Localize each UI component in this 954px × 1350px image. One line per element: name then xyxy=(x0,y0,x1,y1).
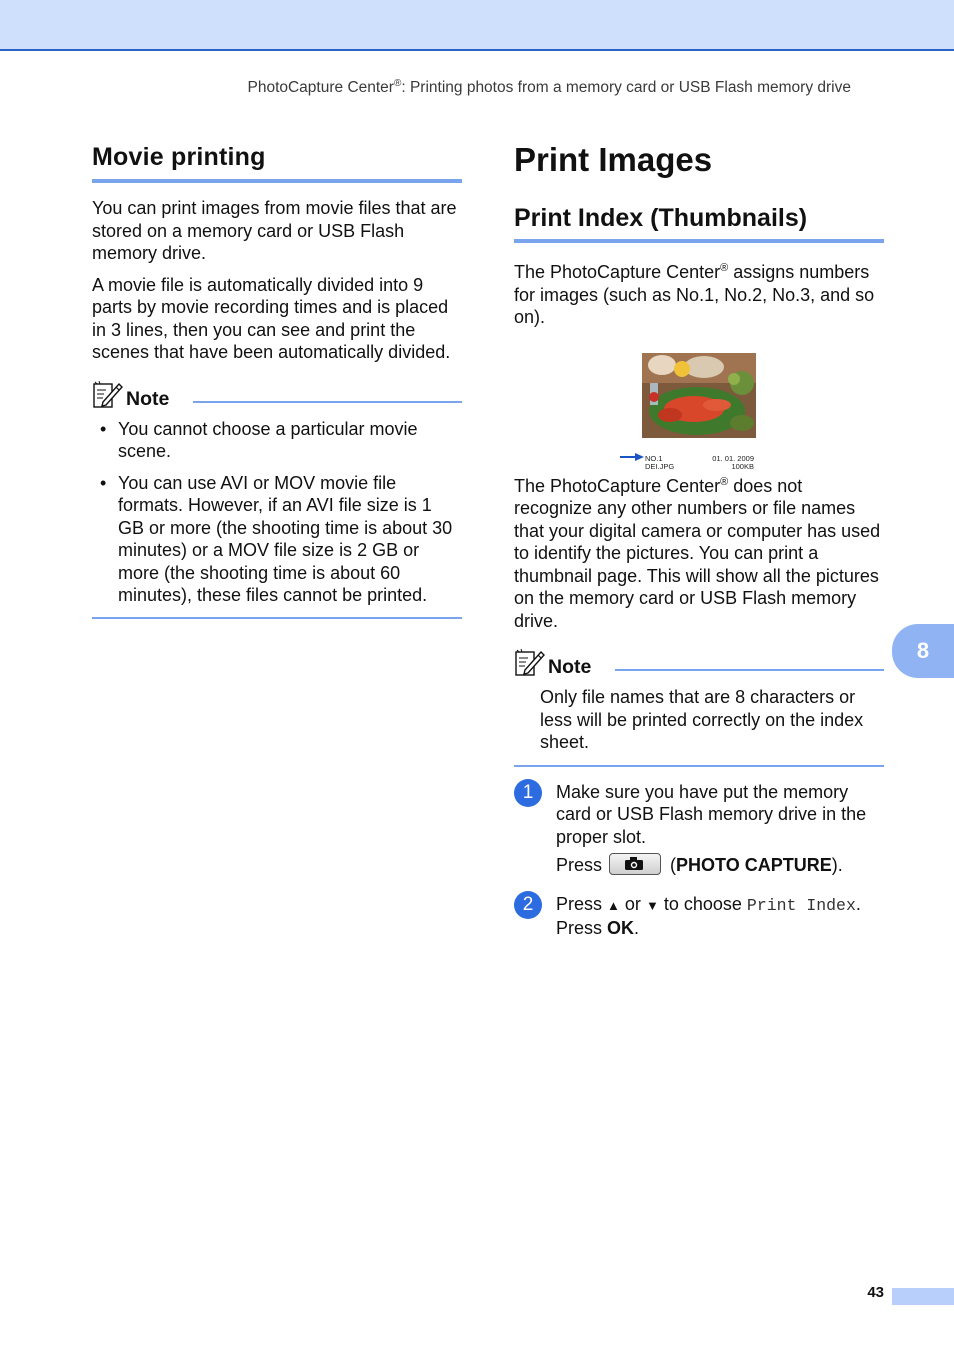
chapter-tab: 8 xyxy=(892,624,954,678)
menu-item-print-index: Print Index xyxy=(746,895,856,915)
step-body xyxy=(556,779,884,877)
note-rule xyxy=(193,401,462,403)
note-title: Note xyxy=(548,656,592,678)
down-arrow-icon: ▼ xyxy=(645,897,659,913)
left-column xyxy=(92,143,462,619)
thumb-date: 01. 01. 2009 xyxy=(712,453,754,463)
step-number-badge: 2 xyxy=(514,891,542,919)
thumb-number: NO.1 xyxy=(645,453,663,463)
up-arrow-icon: ▲ xyxy=(607,897,620,913)
page-title: Print Images xyxy=(514,141,713,178)
note-end-rule xyxy=(514,765,884,767)
note-list xyxy=(92,418,462,607)
running-header: PhotoCapture Center®: Printing photos from a memory card or USB Flash memory drive xyxy=(247,78,851,97)
note-item-1: • You cannot choose a particular movie scene. xyxy=(92,418,462,463)
step-2 xyxy=(514,891,884,940)
note-header xyxy=(514,648,884,678)
section-heading-print-index: Print Index (Thumbnails) xyxy=(514,204,884,243)
camera-icon xyxy=(625,857,643,870)
note-box-index xyxy=(514,648,884,767)
thumb-label-right xyxy=(694,455,754,471)
note-title: Note xyxy=(126,387,170,410)
step-2-text: Press ▲ or ▼ to choose Print Index. Press OK. xyxy=(556,893,861,938)
movie-para-1: You can print images from movie files that are stored on a memory card or USB Flash memory drive. xyxy=(92,198,457,263)
thumbnail-photo xyxy=(642,353,756,438)
thumb-label-left xyxy=(645,455,674,471)
ok-label: OK xyxy=(607,918,635,938)
step-body xyxy=(556,891,884,940)
step-1-text: Make sure you have put the memory card or USB Flash memory drive in the proper slot. xyxy=(556,781,867,847)
index-para-1: The PhotoCapture Center® assigns numbers for images (such as No.1, No.2, No.3, and so on). xyxy=(514,262,875,327)
top-band xyxy=(0,0,954,51)
note-pencil-icon xyxy=(514,648,546,678)
thumbnail-figure xyxy=(514,353,884,475)
note-rule xyxy=(615,669,884,671)
thumb-filename: DEI.JPG xyxy=(645,461,675,471)
photo-capture-button[interactable] xyxy=(609,853,661,875)
step-1-press: Press (PHOTO CAPTURE). xyxy=(556,855,843,875)
index-para-2: The PhotoCapture Center® does not recognize any other numbers or file names that your digital camera or computer has used to identify the pictures. You can print a thumbnail page. This will show all the pictures on the memory card or USB Flash memory drive. xyxy=(514,475,881,631)
movie-para-2: A movie file is automatically divided into 9 parts by movie recording times and is placed in 3 lines, then you can see and print the scenes that have been automatically divided. xyxy=(92,274,451,362)
step-number-badge: 1 xyxy=(514,779,542,807)
photo-capture-label: PHOTO CAPTURE xyxy=(676,855,832,875)
page-number: 43 xyxy=(867,1284,884,1301)
note-box-movie xyxy=(92,380,462,619)
note-item-2: • You can use AVI or MOV movie file formats. However, if an AVI file size is 1 GB or more (the shooting time is about 30 minutes) or a MOV file size is 2 GB or more (the shooting time is about 60 minutes), these files cannot be printed. xyxy=(92,472,462,607)
note-header xyxy=(92,380,462,410)
right-column xyxy=(514,141,884,940)
note-pencil-icon xyxy=(92,380,124,410)
section-heading-movie-printing: Movie printing xyxy=(92,143,462,183)
step-1 xyxy=(514,779,884,877)
note-end-rule xyxy=(92,617,462,619)
page-number-bar xyxy=(892,1288,954,1305)
note-text: Only file names that are 8 characters or less will be printed correctly on the index sheet. xyxy=(540,687,864,752)
thumb-size: 100KB xyxy=(731,461,754,471)
arrow-right-icon xyxy=(620,452,644,462)
